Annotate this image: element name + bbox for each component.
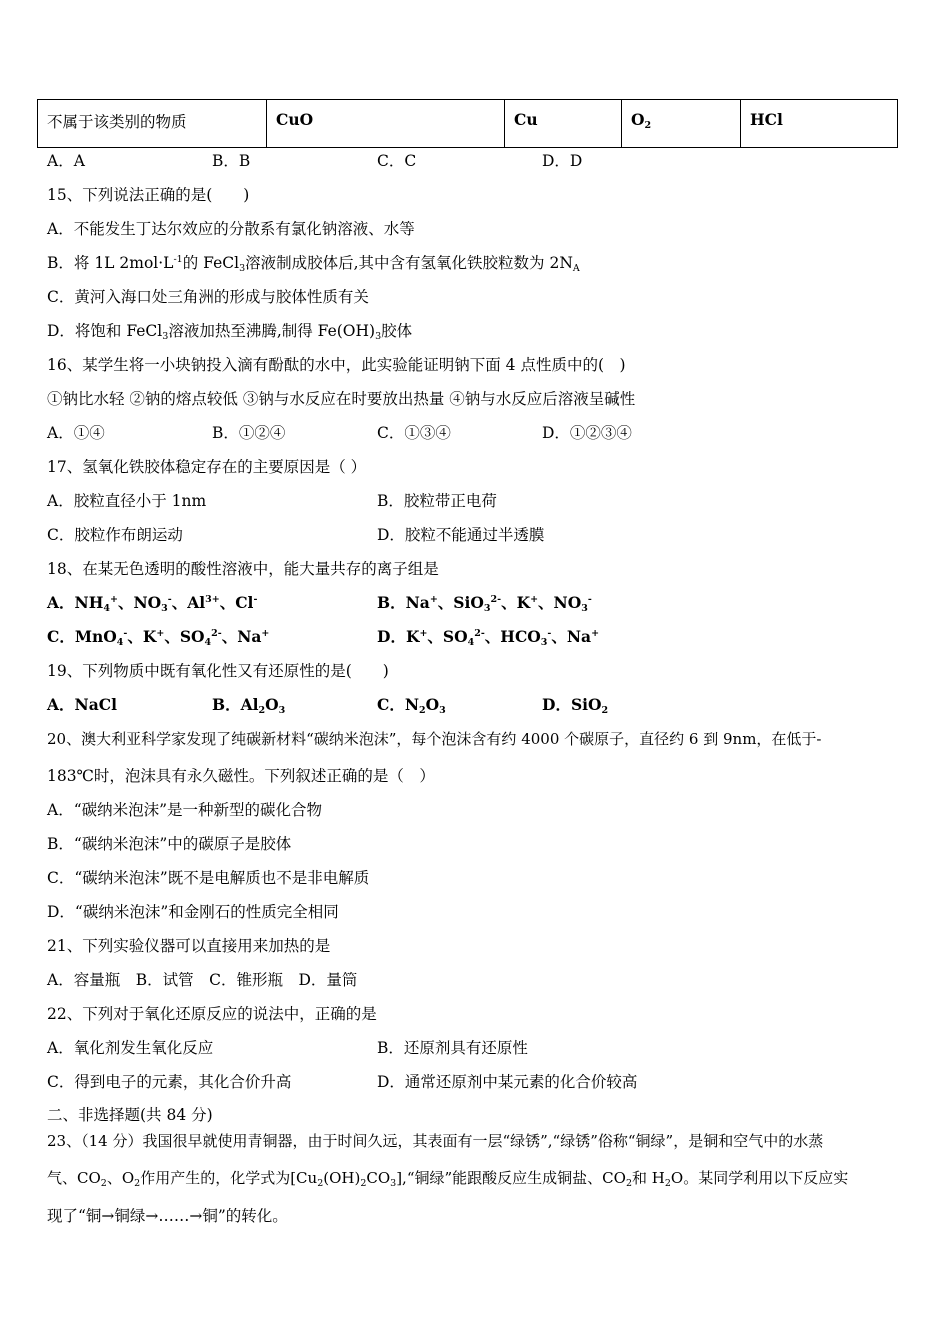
q20-option-a: A．“碳纳米泡沫”是一种新型的碳化合物 — [47, 801, 323, 819]
q14-option-c: C．C — [377, 152, 417, 170]
q15-option-a: A．不能发生丁达尔效应的分散系有氯化钠溶液、水等 — [47, 220, 415, 238]
q20-stem-line2: 183℃时，泡沫具有永久磁性。下列叙述正确的是（ ） — [47, 767, 435, 785]
table-cell-cuo: CuO — [267, 100, 505, 148]
q17-option-c: C．胶粒作布朗运动 — [47, 526, 183, 544]
q18-option-d: D．K+、$SO_4^{2-}$、$HCO_3^-$、Na+ — [377, 627, 600, 648]
table-cell-hcl: HCl — [741, 100, 898, 148]
q19-option-c: C．$N_2O_3$ — [377, 695, 446, 716]
table-row — [38, 100, 898, 148]
q21-stem: 21、下列实验仪器可以直接用来加热的是 — [47, 937, 331, 955]
q16-option-b: B．①②④ — [212, 424, 286, 442]
q14-option-d: D．D — [542, 152, 583, 170]
q18-stem: 18、在某无色透明的酸性溶液中，能大量共存的离子组是 — [47, 560, 439, 578]
section-heading: 二、非选择题(共 84 分) — [47, 1106, 213, 1124]
q19-option-a: A．NaCl — [47, 695, 117, 714]
q18-option-c: C．MnO$_4$-、K+、$SO_4^{2-}$、Na+ — [47, 627, 270, 648]
q16-stem: 16、某学生将一小块钠投入滴有酚酞的水中，此实验能证明钠下面 4 点性质中的( ) — [47, 356, 626, 374]
q14-option-a: A．A — [47, 152, 85, 170]
q19-stem: 19、下列物质中既有氧化性又有还原性的是( ) — [47, 662, 389, 680]
q17-option-a: A．胶粒直径小于 1nm — [47, 492, 207, 510]
q17-stem: 17、氢氧化铁胶体稳定存在的主要原因是（ ） — [47, 458, 367, 476]
q15-option-c: C．黄河入海口处三角洲的形成与胶体性质有关 — [47, 288, 369, 306]
q19-option-d: D．SiO$_2$ — [542, 695, 609, 716]
q14-option-b: B．B — [212, 152, 251, 170]
q22-option-b: B．还原剂具有还原性 — [377, 1039, 528, 1057]
q22-option-a: A．氧化剂发生氧化反应 — [47, 1039, 214, 1057]
q23-line1: 23、（14 分）我国很早就使用青铜器，由于时间久远，其表面有一层“绿锈”,“绿锈”俗称“铜绿”，是铜和空气中的水蒸 — [47, 1132, 824, 1150]
q18-option-b: B．Na+、SiO$_3^{2-}$、K+、$NO_3^-$ — [377, 593, 592, 614]
q21-options: A．容量瓶 B．试管 C．锥形瓶 D．量筒 — [47, 971, 358, 989]
q16-option-c: C．①③④ — [377, 424, 451, 442]
q17-option-d: D．胶粒不能通过半透膜 — [377, 526, 545, 544]
q20-option-b: B．“碳纳米泡沫”中的碳原子是胶体 — [47, 835, 292, 853]
table-label-cell: 不属于该类别的物质 — [38, 100, 267, 148]
q16-option-d: D．①②③④ — [542, 424, 632, 442]
q20-option-d: D．“碳纳米泡沫”和金刚石的性质完全相同 — [47, 903, 339, 921]
q18-option-a: A．$NH_4^+$、$NO_3^-$、$Al^{3+}$、Cl- — [47, 593, 258, 614]
q23-line2: 气、$CO_2$、$O_2$作用产生的，化学式为$[Cu_2(OH)_2CO_3],“$铜绿”能跟酸反应生成铜盐、$CO_2$和 $H_2O$。某同学利用以下反应实 — [47, 1169, 849, 1189]
table-cell-o2: $O_2$ — [622, 100, 741, 148]
q20-option-c: C．“碳纳米泡沫”既不是电解质也不是非电解质 — [47, 869, 370, 887]
q15-stem: 15、下列说法正确的是( ) — [47, 186, 250, 204]
q19-option-b: B．$Al_2O_3$ — [212, 695, 286, 716]
classification-table — [37, 99, 898, 148]
q22-stem: 22、下列对于氧化还原反应的说法中，正确的是 — [47, 1005, 377, 1023]
table-cell-cu: Cu — [505, 100, 622, 148]
q23-line3: 现了“铜→铜绿→……→铜”的转化。 — [47, 1207, 288, 1225]
q22-option-d: D．通常还原剂中某元素的化合价较高 — [377, 1073, 638, 1091]
q17-option-b: B．胶粒带正电荷 — [377, 492, 497, 510]
q16-properties: ①钠比水轻 ②钠的熔点较低 ③钠与水反应在时要放出热量 ④钠与水反应后溶液呈碱性 — [47, 390, 636, 408]
q20-stem-line1: 20、澳大利亚科学家发现了纯碳新材料“碳纳米泡沫”，每个泡沫含有约 4000 个碳原子，直径约 6 到 9nm，在低于- — [47, 730, 822, 748]
q22-option-c: C．得到电子的元素，其化合价升高 — [47, 1073, 292, 1091]
q15-option-b: B．将 1L $2mol\cdot L^{-1}$的 FeCl$_3$溶液制成胶体后,其中含有氢氧化铁胶粒数为 $2N_A$ — [47, 254, 580, 274]
q16-option-a: A．①④ — [47, 424, 105, 442]
q15-option-d: D．将饱和 FeCl$_3$溶液加热至沸腾,制得 $Fe(OH)_3$胶体 — [47, 322, 413, 342]
